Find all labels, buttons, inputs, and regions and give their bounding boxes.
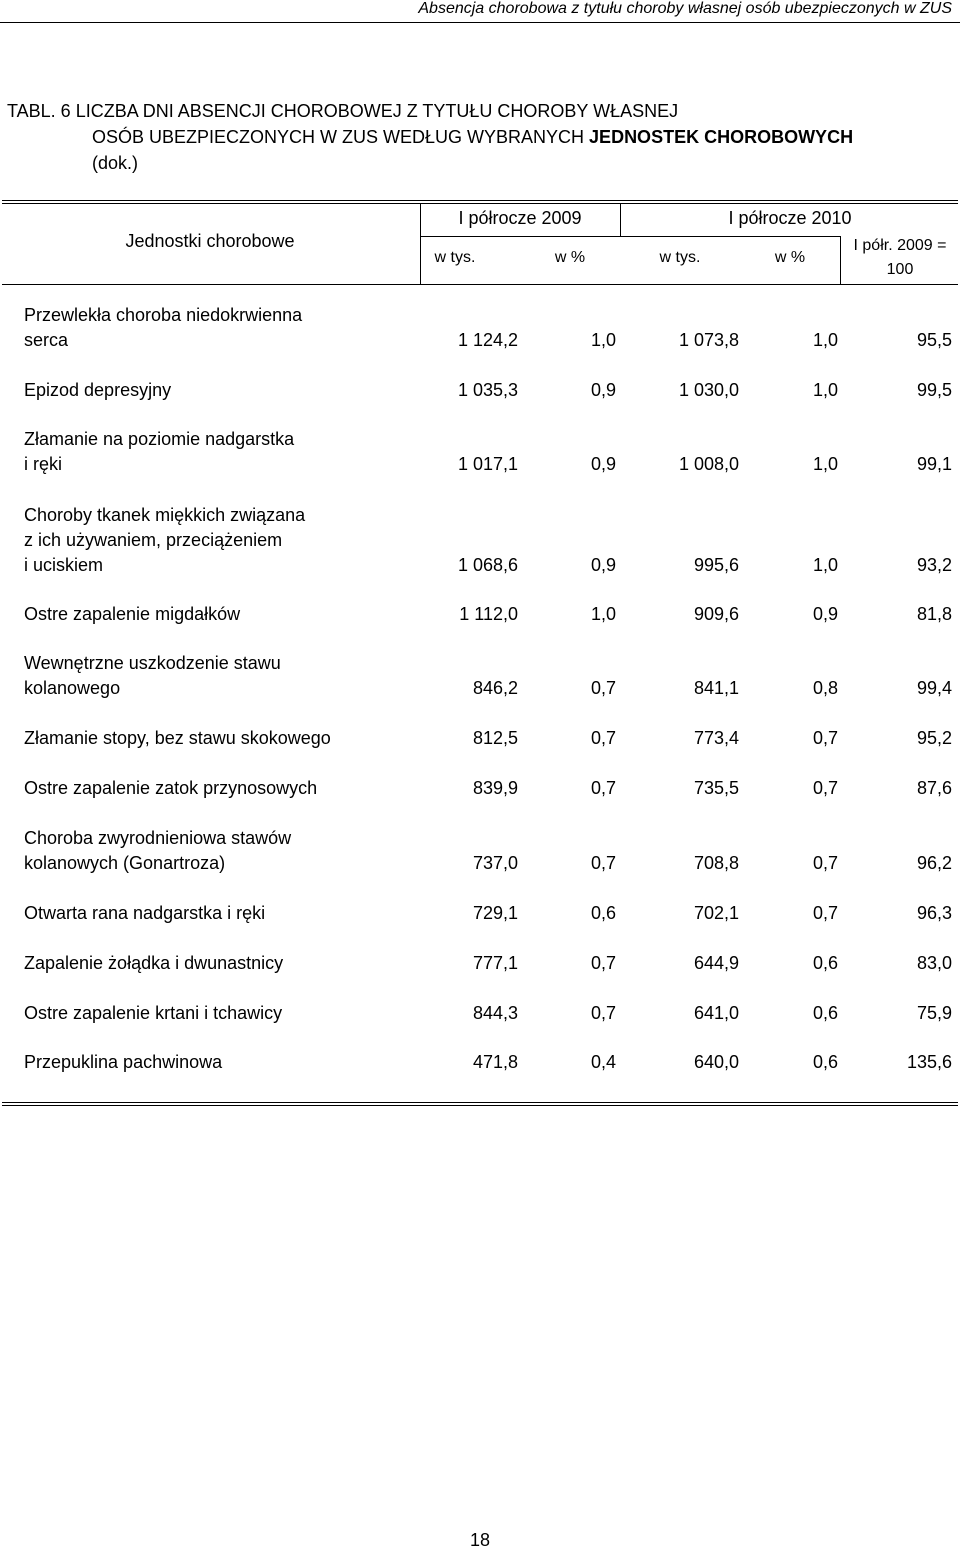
header-w-pct-2009: w % [554, 249, 586, 266]
row-label [24, 602, 240, 627]
table-row [0, 503, 960, 578]
row-label-line: Przepuklina pachwinowa [24, 1052, 223, 1072]
table-row [0, 378, 960, 403]
row-label [24, 1050, 222, 1075]
cell-2010-tys: 735,5 [693, 778, 739, 798]
cell-index: 83,0 [916, 953, 952, 973]
row-label [24, 826, 291, 876]
cell-2009-pct: 0,9 [590, 555, 616, 575]
row-label-line: serca [24, 330, 69, 350]
row-label [24, 726, 331, 751]
cell-2010-tys: 909,6 [693, 604, 739, 624]
cell-2010-tys: 773,4 [693, 728, 739, 748]
title-line-3: (dok.) [92, 153, 139, 173]
cell-2010-pct: 0,9 [812, 604, 838, 624]
title-line-2-normal: OSÓB UBEZPIECZONYCH W ZUS WEDŁUG WYBRANYCH [92, 127, 590, 147]
cell-index: 96,3 [916, 903, 952, 923]
table-row [0, 1001, 960, 1026]
cell-2009-tys: 1 035,3 [457, 380, 518, 400]
header-units: Jednostki chorobowe [125, 231, 295, 251]
table-title [7, 98, 947, 176]
cell-index: 95,2 [916, 728, 952, 748]
cell-2009-tys: 471,8 [472, 1052, 518, 1072]
row-label [24, 503, 305, 578]
header-2009: I półrocze 2009 [458, 208, 582, 228]
row-label-line: Wewnętrzne uszkodzenie stawu [24, 653, 281, 673]
row-label-line: Ostre zapalenie krtani i tchawicy [24, 1003, 283, 1023]
cell-2010-pct: 1,0 [812, 380, 838, 400]
row-label-line: Choroba zwyrodnieniowa stawów [24, 828, 292, 848]
row-label [24, 378, 171, 403]
cell-index: 81,8 [916, 604, 952, 624]
cell-2010-tys: 702,1 [693, 903, 739, 923]
table-row [0, 826, 960, 876]
cell-2009-pct: 1,0 [590, 604, 616, 624]
header-2010: I półrocze 2010 [728, 208, 852, 228]
header-w-tys-2010: w tys. [659, 249, 701, 266]
row-label-line: Epizod depresyjny [24, 380, 172, 400]
table-row [0, 602, 960, 627]
header-w-pct-2010: w % [774, 249, 806, 266]
cell-2010-pct: 1,0 [812, 555, 838, 575]
cell-2010-tys: 644,9 [693, 953, 739, 973]
running-header [0, 0, 960, 23]
cell-2009-tys: 846,2 [472, 678, 518, 698]
cell-2010-pct: 0,8 [812, 678, 838, 698]
row-label [24, 1001, 282, 1026]
cell-2010-pct: 1,0 [812, 330, 838, 350]
table-row [0, 651, 960, 701]
cell-2010-tys: 640,0 [693, 1052, 739, 1072]
cell-2010-tys: 995,6 [693, 555, 739, 575]
cell-2009-pct: 0,7 [590, 953, 616, 973]
table-row [0, 726, 960, 751]
header-bottom-rule [2, 284, 958, 285]
row-label-line: Choroby tkanek miękkich związana [24, 505, 306, 525]
row-label-line: i uciskiem [24, 555, 104, 575]
header-mid-rule [420, 236, 840, 237]
cell-index: 135,6 [906, 1052, 952, 1072]
cell-2009-pct: 0,7 [590, 853, 616, 873]
row-label-line: kolanowego [24, 678, 121, 698]
cell-2010-tys: 841,1 [693, 678, 739, 698]
row-label [24, 776, 317, 801]
table-bottom-rule [2, 1102, 958, 1106]
cell-index: 96,2 [916, 853, 952, 873]
header-index [840, 234, 960, 282]
row-label [24, 427, 294, 477]
header-index-line-1: I półr. 2009 = [853, 237, 947, 254]
cell-2009-pct: 0,6 [590, 903, 616, 923]
row-label-line: z ich używaniem, przeciążeniem [24, 530, 283, 550]
cell-2009-tys: 729,1 [472, 903, 518, 923]
title-line-2 [7, 124, 947, 150]
cell-2009-pct: 0,7 [590, 728, 616, 748]
table-row [0, 1050, 960, 1075]
cell-index: 93,2 [916, 555, 952, 575]
cell-2010-pct: 0,7 [812, 728, 838, 748]
cell-2009-pct: 0,7 [590, 678, 616, 698]
cell-2009-pct: 0,7 [590, 778, 616, 798]
row-label [24, 901, 265, 926]
table-row [0, 951, 960, 976]
header-w-tys-2009: w tys. [434, 249, 476, 266]
row-label-line: Ostre zapalenie zatok przynosowych [24, 778, 318, 798]
cell-index: 99,1 [916, 454, 952, 474]
table-row [0, 303, 960, 353]
cell-2009-tys: 1 124,2 [457, 330, 518, 350]
table-row [0, 901, 960, 926]
cell-2010-pct: 0,6 [812, 1003, 838, 1023]
table-top-rule [2, 200, 958, 204]
cell-index: 99,4 [916, 678, 952, 698]
row-label-line: Złamanie na poziomie nadgarstka [24, 429, 295, 449]
cell-index: 99,5 [916, 380, 952, 400]
cell-2009-pct: 0,7 [590, 1003, 616, 1023]
cell-2009-tys: 777,1 [472, 953, 518, 973]
cell-2010-pct: 0,7 [812, 903, 838, 923]
running-header-text: Absencja chorobowa z tytułu choroby własnej osób ubezpieczonych w ZUS [418, 0, 952, 17]
cell-2010-pct: 0,6 [812, 953, 838, 973]
cell-2009-tys: 1 017,1 [457, 454, 518, 474]
row-label-line: Złamanie stopy, bez stawu skokowego [24, 728, 331, 748]
cell-2010-tys: 708,8 [693, 853, 739, 873]
table-row [0, 776, 960, 801]
cell-2010-tys: 1 008,0 [678, 454, 739, 474]
cell-2010-pct: 0,7 [812, 778, 838, 798]
cell-2009-pct: 0,4 [590, 1052, 616, 1072]
row-label-line: i ręki [24, 454, 63, 474]
row-label [24, 303, 302, 353]
cell-2009-pct: 0,9 [590, 454, 616, 474]
cell-2009-pct: 1,0 [590, 330, 616, 350]
cell-2010-pct: 0,6 [812, 1052, 838, 1072]
cell-2009-tys: 1 112,0 [459, 604, 518, 624]
page-number: 18 [469, 1530, 491, 1550]
cell-2009-tys: 839,9 [472, 778, 518, 798]
cell-2009-tys: 812,5 [472, 728, 518, 748]
row-label-line: Ostre zapalenie migdałków [24, 604, 241, 624]
cell-index: 75,9 [916, 1003, 952, 1023]
header-index-line-2: 100 [886, 261, 914, 278]
row-label-line: Przewlekła choroba niedokrwienna [24, 305, 303, 325]
cell-2010-tys: 641,0 [693, 1003, 739, 1023]
cell-2009-pct: 0,9 [590, 380, 616, 400]
cell-2010-pct: 0,7 [812, 853, 838, 873]
table-row [0, 427, 960, 477]
title-line-1: TABL. 6 LICZBA DNI ABSENCJI CHOROBOWEJ Z TYTUŁU CHOROBY WŁASNEJ [7, 101, 679, 121]
row-label-line: Otwarta rana nadgarstka i ręki [24, 903, 266, 923]
cell-2010-pct: 1,0 [812, 454, 838, 474]
row-label-line: kolanowych (Gonartroza) [24, 853, 226, 873]
cell-index: 95,5 [916, 330, 952, 350]
row-label-line: Zapalenie żołądka i dwunastnicy [24, 953, 284, 973]
cell-2009-tys: 1 068,6 [457, 555, 518, 575]
title-line-2-bold: JEDNOSTEK CHOROBOWYCH [589, 127, 854, 147]
cell-2010-tys: 1 073,8 [678, 330, 739, 350]
row-label [24, 951, 283, 976]
cell-2009-tys: 844,3 [472, 1003, 518, 1023]
cell-2010-tys: 1 030,0 [678, 380, 739, 400]
cell-2009-tys: 737,0 [472, 853, 518, 873]
row-label [24, 651, 281, 701]
cell-index: 87,6 [916, 778, 952, 798]
